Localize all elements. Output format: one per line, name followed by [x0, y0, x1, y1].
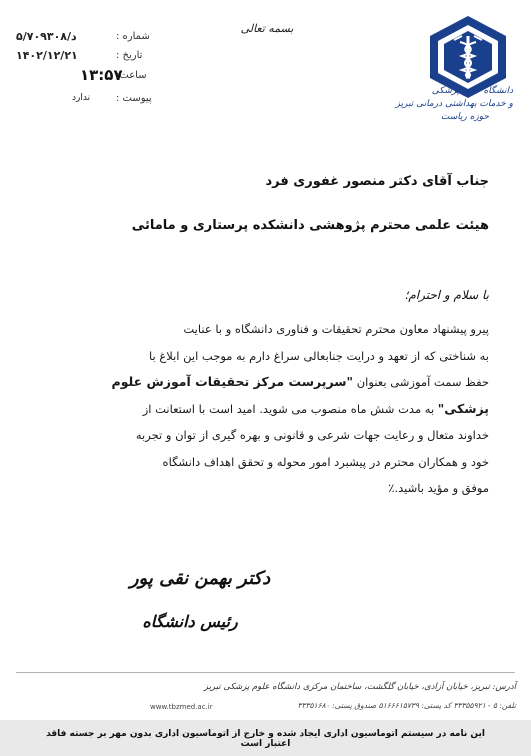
appointment-title-end: پزشکی" [437, 400, 489, 416]
footer-website: www.tbzmed.ac.ir [150, 703, 213, 711]
letter-date-value: ۱۴۰۲/۱۲/۲۱ [16, 49, 78, 62]
body-line-4 [53, 396, 489, 423]
addressee: هیئت علمی محترم پژوهشی دانشکده پرستاری و مامائی [131, 218, 489, 233]
letter-date-label: تاریخ : [116, 50, 143, 61]
body-line-5: خداوند متعال و رعایت جهات شرعی و قانونی و بهره گیری از توان و تجربه [135, 428, 489, 442]
basmala: بسمه تعالی [240, 22, 294, 35]
letter-body [53, 316, 489, 502]
body-line-2: به شناختی که از تعهد و درایت جنابعالی سراغ دارم به موجب این ابلاغ با [148, 348, 489, 363]
salutation: جناب آقای دکتر منصور غفوری فرد [265, 174, 489, 189]
body-line-3-text: حفظ سمت آموزشی بعنوان [356, 375, 489, 389]
letter-time-label: ساعت: [116, 70, 147, 81]
logo-services-name: و خدمات بهداشتی درمانی تبریز [395, 99, 513, 109]
letter-number-value: ۵/د/۷۰۹۳۰۸ [16, 30, 77, 43]
footer-phone: تلفن: ۵ - ۳۳۳۵۵۹۲۱ کد پستی: ۵۱۶۶۶۱۵۷۳۹ صندوق پستی: ۳۳۳۵۱۶۸۰ [297, 701, 516, 710]
signatory-title: رئیس دانشگاه [142, 612, 238, 631]
footer-address: آدرس: تبریز، خیابان آزادی، خیابان گلگشت، ساختمان مرکزی دانشگاه علوم پزشکی تبریز [204, 682, 516, 692]
attachment-label: پیوست : [116, 93, 152, 104]
letter-number-label: شماره : [116, 31, 150, 42]
greeting: با سلام و احترام؛ [404, 288, 489, 302]
footer-divider [16, 672, 515, 673]
logo-office-name: حوزه ریاست [440, 112, 489, 122]
body-line-4-text: به مدت شش ماه منصوب می شوید. امید است با استعانت از [142, 401, 435, 416]
letter-time-value: ۱۳:۵۷ [80, 66, 123, 84]
signatory-name: دکتر بهمن نقی پور [129, 568, 271, 589]
footer-validity-notice: این نامه در سیستم اتوماسیون اداری ایجاد شده و خارج از اتوماسیون اداری بدون مهر بر جسته فاقد اعتبار است [46, 729, 485, 749]
body-line-7: موفق و مؤید باشید.٪ [388, 481, 489, 495]
attachment-value: ندارد [72, 93, 91, 103]
body-line-1: پیرو پیشنهاد معاون محترم تحقیقات و فناوری دانشگاه و با عنایت [183, 322, 489, 336]
appointment-title: "سرپرست مرکز تحقیقات آموزش علوم [111, 374, 354, 389]
logo-university-name: دانشگاه علوم پزشکی [431, 86, 513, 96]
body-line-3 [53, 369, 489, 396]
body-line-6: خود و همکاران محترم در پیشبرد امور محوله و تحقق اهداف دانشگاه [162, 454, 489, 469]
